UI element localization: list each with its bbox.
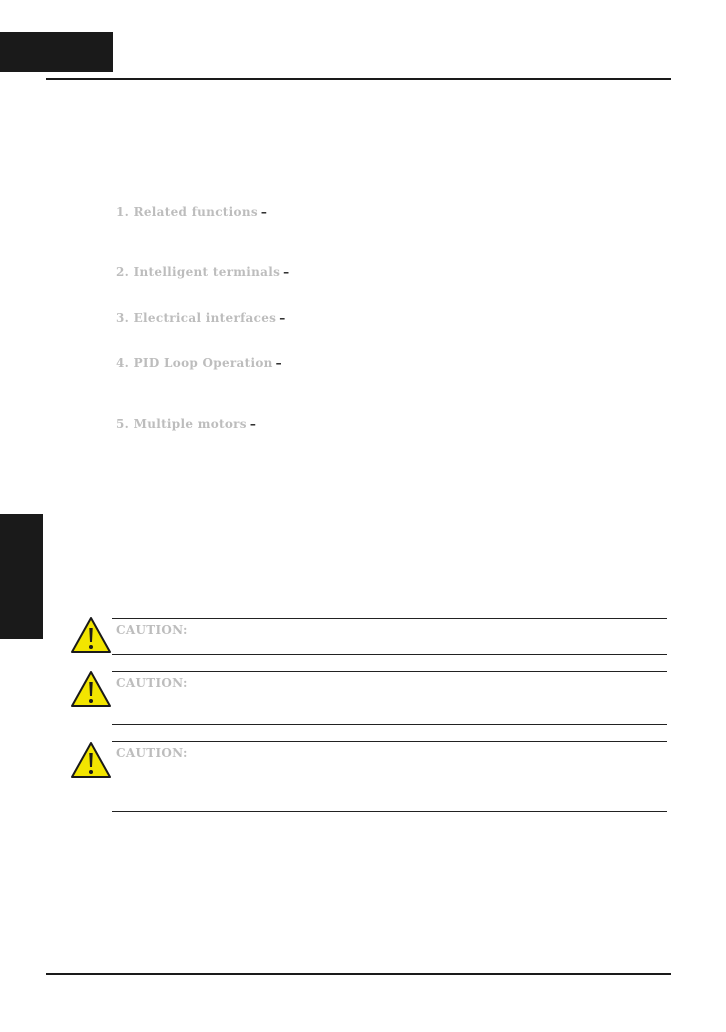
list-item-pid-loop-operation <box>116 356 282 370</box>
caution-label: CAUTION: <box>116 623 188 637</box>
list-item-label: 2. Intelligent terminals <box>116 265 281 279</box>
caution-box <box>112 741 667 812</box>
list-item-multiple-motors <box>116 417 256 431</box>
chapter-tab <box>0 32 113 72</box>
list-item-label: 3. Electrical interfaces <box>116 311 277 325</box>
list-item-related-functions <box>116 205 267 219</box>
warning-triangle-icon <box>70 741 112 779</box>
list-item-label: 4. PID Loop Operation <box>116 356 273 370</box>
list-item-label: 5. Multiple motors <box>116 417 247 431</box>
list-item-dash: – <box>260 205 268 219</box>
caution-box <box>112 671 667 725</box>
list-item-dash: – <box>283 265 290 279</box>
caution-label: CAUTION: <box>116 746 188 760</box>
side-thumb-tab <box>0 514 43 639</box>
list-item-intelligent-terminals <box>116 265 289 279</box>
warning-triangle-icon <box>70 670 112 708</box>
list-item-dash: – <box>275 356 282 370</box>
list-item-label: 1. Related functions <box>116 205 258 219</box>
list-item-dash: – <box>249 417 257 431</box>
caution-box <box>112 618 667 655</box>
warning-triangle-icon <box>70 616 112 654</box>
list-item-electrical-interfaces <box>116 311 286 325</box>
caution-label: CAUTION: <box>116 676 188 690</box>
list-item-dash: – <box>279 311 286 325</box>
header-rule <box>46 78 671 80</box>
footer-rule <box>46 973 671 975</box>
